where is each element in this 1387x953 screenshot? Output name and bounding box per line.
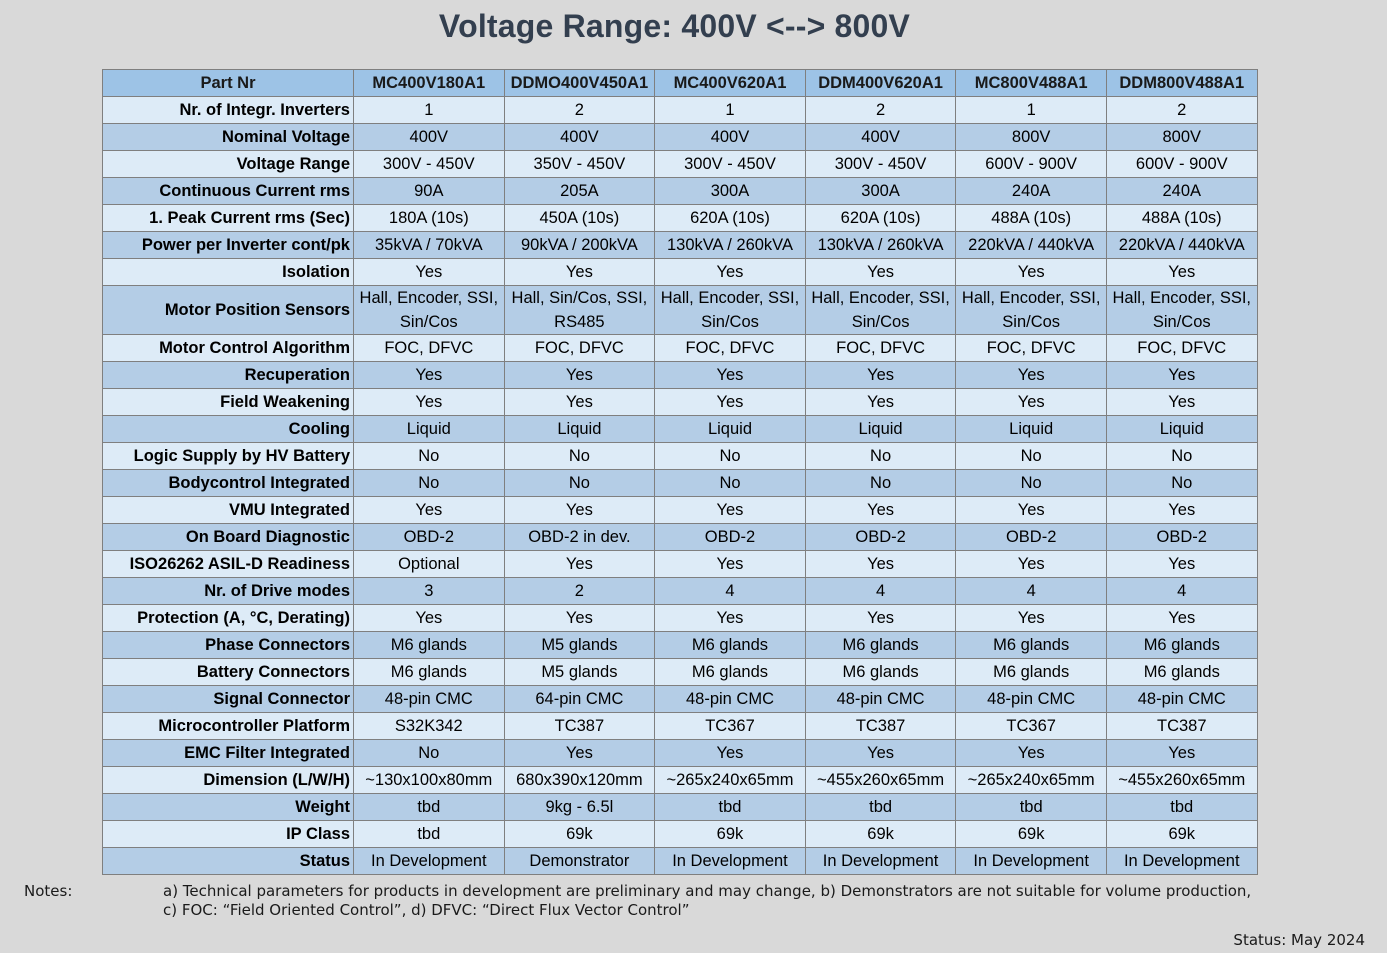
table-cell: Yes [956, 740, 1107, 767]
table-cell: M6 glands [805, 632, 956, 659]
table-row [103, 205, 1258, 232]
table-cell: M6 glands [1106, 659, 1257, 686]
table-cell: ~265x240x65mm [655, 767, 806, 794]
notes-label: Notes: [24, 882, 73, 900]
table-cell: Yes [655, 605, 806, 632]
table-cell: Liquid [956, 416, 1107, 443]
table-cell: OBD-2 in dev. [504, 524, 655, 551]
table-cell: No [956, 443, 1107, 470]
table-cell: Hall, Encoder, SSI, Sin/Cos [655, 286, 806, 335]
row-label: Phase Connectors [103, 632, 354, 659]
table-cell: In Development [354, 848, 505, 875]
row-label: 1. Peak Current rms (Sec) [103, 205, 354, 232]
table-cell: M6 glands [1106, 632, 1257, 659]
table-cell: No [805, 443, 956, 470]
table-cell: 1 [354, 97, 505, 124]
row-label: Isolation [103, 259, 354, 286]
table-cell: 600V - 900V [956, 151, 1107, 178]
row-label: Protection (A, °C, Derating) [103, 605, 354, 632]
table-cell: In Development [655, 848, 806, 875]
table-cell: Yes [504, 389, 655, 416]
table-cell: No [354, 470, 505, 497]
table-cell: 35kVA / 70kVA [354, 232, 505, 259]
table-cell: Yes [805, 259, 956, 286]
table-cell: 130kVA / 260kVA [805, 232, 956, 259]
table-cell: Hall, Sin/Cos, SSI, RS485 [504, 286, 655, 335]
status-date: Status: May 2024 [1233, 931, 1365, 949]
table-row [103, 232, 1258, 259]
table-cell: 400V [504, 124, 655, 151]
table-cell: Yes [956, 551, 1107, 578]
table-cell: 2 [504, 97, 655, 124]
table-cell: FOC, DFVC [1106, 335, 1257, 362]
table-cell: Hall, Encoder, SSI, Sin/Cos [354, 286, 505, 335]
table-cell: 450A (10s) [504, 205, 655, 232]
table-cell: Yes [655, 497, 806, 524]
table-cell: M6 glands [956, 659, 1107, 686]
table-cell: 300A [655, 178, 806, 205]
table-cell: 488A (10s) [1106, 205, 1257, 232]
table-cell: M6 glands [354, 632, 505, 659]
table-cell: TC367 [655, 713, 806, 740]
header-part: DDM400V620A1 [805, 70, 956, 97]
table-cell: Yes [504, 259, 655, 286]
table-cell: 300A [805, 178, 956, 205]
table-row [103, 578, 1258, 605]
table-cell: M6 glands [655, 632, 806, 659]
table-cell: M6 glands [354, 659, 505, 686]
table-cell: No [956, 470, 1107, 497]
table-cell: Yes [956, 389, 1107, 416]
table-cell: Yes [805, 362, 956, 389]
row-label: Weight [103, 794, 354, 821]
table-row [103, 713, 1258, 740]
table-row [103, 259, 1258, 286]
table-cell: M6 glands [956, 632, 1107, 659]
table-cell: 4 [655, 578, 806, 605]
table-cell: Yes [504, 605, 655, 632]
table-cell: Yes [1106, 551, 1257, 578]
table-cell: 300V - 450V [805, 151, 956, 178]
table-cell: 300V - 450V [655, 151, 806, 178]
header-part: MC400V620A1 [655, 70, 806, 97]
table-cell: Liquid [1106, 416, 1257, 443]
table-cell: 1 [956, 97, 1107, 124]
table-cell: 680x390x120mm [504, 767, 655, 794]
row-label: Motor Control Algorithm [103, 335, 354, 362]
table-cell: Liquid [655, 416, 806, 443]
table-cell: ~455x260x65mm [1106, 767, 1257, 794]
table-cell: 620A (10s) [805, 205, 956, 232]
spec-table [102, 69, 1258, 875]
table-row [103, 659, 1258, 686]
table-row [103, 605, 1258, 632]
table-row [103, 470, 1258, 497]
table-cell: 48-pin CMC [655, 686, 806, 713]
table-cell: Yes [805, 497, 956, 524]
table-cell: 2 [504, 578, 655, 605]
table-cell: 48-pin CMC [805, 686, 956, 713]
table-cell: 240A [1106, 178, 1257, 205]
table-row [103, 151, 1258, 178]
table-cell: In Development [1106, 848, 1257, 875]
table-row [103, 335, 1258, 362]
table-cell: 69k [805, 821, 956, 848]
row-label: Logic Supply by HV Battery [103, 443, 354, 470]
table-cell: Yes [956, 362, 1107, 389]
table-row [103, 124, 1258, 151]
table-cell: 4 [805, 578, 956, 605]
table-row [103, 551, 1258, 578]
row-label: ISO26262 ASIL-D Readiness [103, 551, 354, 578]
row-label: Continuous Current rms [103, 178, 354, 205]
table-cell: TC387 [1106, 713, 1257, 740]
table-cell: tbd [655, 794, 806, 821]
table-cell: In Development [956, 848, 1107, 875]
table-header-row [103, 70, 1258, 97]
table-cell: 220kVA / 440kVA [1106, 232, 1257, 259]
table-body [103, 97, 1258, 875]
table-cell: Yes [805, 605, 956, 632]
row-label: Field Weakening [103, 389, 354, 416]
table-cell: ~130x100x80mm [354, 767, 505, 794]
table-cell: 620A (10s) [655, 205, 806, 232]
table-cell: M6 glands [655, 659, 806, 686]
table-cell: 205A [504, 178, 655, 205]
table-cell: 4 [1106, 578, 1257, 605]
table-cell: 180A (10s) [354, 205, 505, 232]
row-label: Power per Inverter cont/pk [103, 232, 354, 259]
table-cell: M6 glands [805, 659, 956, 686]
table-cell: 800V [956, 124, 1107, 151]
table-cell: No [504, 470, 655, 497]
table-cell: tbd [956, 794, 1107, 821]
table-row [103, 97, 1258, 124]
notes-line-2: c) FOC: “Field Oriented Control”, d) DFVC: “Direct Flux Vector Control” [163, 901, 690, 919]
header-part: DDMO400V450A1 [504, 70, 655, 97]
table-row [103, 416, 1258, 443]
table-cell: 48-pin CMC [1106, 686, 1257, 713]
table-row [103, 389, 1258, 416]
table-cell: Yes [1106, 259, 1257, 286]
table-cell: Yes [1106, 740, 1257, 767]
table-cell: Yes [504, 740, 655, 767]
table-row [103, 821, 1258, 848]
table-cell: OBD-2 [956, 524, 1107, 551]
row-label: Nominal Voltage [103, 124, 354, 151]
row-label: On Board Diagnostic [103, 524, 354, 551]
table-cell: Yes [504, 497, 655, 524]
table-cell: Yes [655, 740, 806, 767]
table-cell: Yes [354, 497, 505, 524]
row-label: Cooling [103, 416, 354, 443]
row-label: Signal Connector [103, 686, 354, 713]
row-label: Status [103, 848, 354, 875]
notes-line-1: a) Technical parameters for products in development are preliminary and may change, b) Demonstrators are not suitable for volume production, [163, 882, 1252, 900]
table-row [103, 497, 1258, 524]
table-cell: 3 [354, 578, 505, 605]
table-cell: Yes [1106, 497, 1257, 524]
table-row [103, 686, 1258, 713]
row-label: IP Class [103, 821, 354, 848]
table-cell: 2 [805, 97, 956, 124]
table-cell: TC387 [805, 713, 956, 740]
table-cell: 400V [805, 124, 956, 151]
row-label: Nr. of Drive modes [103, 578, 354, 605]
table-cell: 69k [504, 821, 655, 848]
table-cell: In Development [805, 848, 956, 875]
table-row [103, 286, 1258, 335]
table-cell: 90A [354, 178, 505, 205]
table-row [103, 848, 1258, 875]
table-cell: Yes [956, 497, 1107, 524]
table-cell: OBD-2 [655, 524, 806, 551]
table-cell: 130kVA / 260kVA [655, 232, 806, 259]
table-cell: tbd [354, 821, 505, 848]
row-label: Nr. of Integr. Inverters [103, 97, 354, 124]
table-cell: 2 [1106, 97, 1257, 124]
table-cell: Liquid [805, 416, 956, 443]
table-cell: 69k [956, 821, 1107, 848]
header-part: DDM800V488A1 [1106, 70, 1257, 97]
table-cell: 220kVA / 440kVA [956, 232, 1107, 259]
table-cell: Yes [655, 389, 806, 416]
table-cell: 64-pin CMC [504, 686, 655, 713]
table-cell: Yes [805, 740, 956, 767]
table-row [103, 443, 1258, 470]
row-label: Motor Position Sensors [103, 286, 354, 335]
table-row [103, 740, 1258, 767]
table-cell: 90kVA / 200kVA [504, 232, 655, 259]
table-cell: 300V - 450V [354, 151, 505, 178]
table-cell: Yes [354, 362, 505, 389]
table-cell: 488A (10s) [956, 205, 1107, 232]
table-cell: S32K342 [354, 713, 505, 740]
table-row [103, 767, 1258, 794]
table-cell: FOC, DFVC [956, 335, 1107, 362]
table-cell: ~265x240x65mm [956, 767, 1107, 794]
table-cell: No [354, 740, 505, 767]
table-cell: Hall, Encoder, SSI, Sin/Cos [956, 286, 1107, 335]
table-cell: 400V [354, 124, 505, 151]
table-cell: No [1106, 470, 1257, 497]
table-cell: 4 [956, 578, 1107, 605]
table-cell: 48-pin CMC [354, 686, 505, 713]
table-cell: Yes [805, 551, 956, 578]
table-cell: Yes [354, 259, 505, 286]
table-cell: ~455x260x65mm [805, 767, 956, 794]
table-cell: FOC, DFVC [655, 335, 806, 362]
table-row [103, 524, 1258, 551]
table-cell: OBD-2 [805, 524, 956, 551]
table-cell: TC367 [956, 713, 1107, 740]
table-cell: TC387 [504, 713, 655, 740]
table-cell: Yes [655, 551, 806, 578]
table-cell: 1 [655, 97, 806, 124]
table-cell: Hall, Encoder, SSI, Sin/Cos [805, 286, 956, 335]
table-cell: FOC, DFVC [805, 335, 956, 362]
table-cell: Yes [1106, 362, 1257, 389]
table-cell: tbd [354, 794, 505, 821]
table-cell: Yes [655, 259, 806, 286]
row-label: Recuperation [103, 362, 354, 389]
table-cell: Yes [354, 389, 505, 416]
table-cell: Yes [805, 389, 956, 416]
table-cell: 400V [655, 124, 806, 151]
row-label: Microcontroller Platform [103, 713, 354, 740]
table-cell: Optional [354, 551, 505, 578]
table-cell: Yes [354, 605, 505, 632]
table-cell: No [1106, 443, 1257, 470]
header-part: MC800V488A1 [956, 70, 1107, 97]
table-row [103, 178, 1258, 205]
table-cell: 350V - 450V [504, 151, 655, 178]
table-cell: OBD-2 [1106, 524, 1257, 551]
table-cell: Yes [956, 605, 1107, 632]
table-cell: No [655, 443, 806, 470]
row-label: Voltage Range [103, 151, 354, 178]
table-cell: 69k [1106, 821, 1257, 848]
table-row [103, 362, 1258, 389]
table-cell: Liquid [504, 416, 655, 443]
table-cell: Hall, Encoder, SSI, Sin/Cos [1106, 286, 1257, 335]
row-label: EMC Filter Integrated [103, 740, 354, 767]
table-cell: 600V - 900V [1106, 151, 1257, 178]
row-label: Dimension (L/W/H) [103, 767, 354, 794]
page-title: Voltage Range: 400V <--> 800V [438, 8, 911, 44]
row-label: Bodycontrol Integrated [103, 470, 354, 497]
row-label: VMU Integrated [103, 497, 354, 524]
table-cell: OBD-2 [354, 524, 505, 551]
table-cell: M5 glands [504, 632, 655, 659]
row-label: Battery Connectors [103, 659, 354, 686]
table-cell: 240A [956, 178, 1107, 205]
table-cell: No [805, 470, 956, 497]
header-part-nr: Part Nr [103, 70, 354, 97]
table-cell: No [354, 443, 505, 470]
table-cell: Yes [504, 362, 655, 389]
table-row [103, 794, 1258, 821]
table-cell: Yes [956, 259, 1107, 286]
table-cell: Yes [1106, 605, 1257, 632]
table-cell: Yes [1106, 389, 1257, 416]
table-cell: FOC, DFVC [504, 335, 655, 362]
table-cell: FOC, DFVC [354, 335, 505, 362]
table-cell: Yes [655, 362, 806, 389]
table-cell: No [655, 470, 806, 497]
table-cell: Yes [504, 551, 655, 578]
table-cell: M5 glands [504, 659, 655, 686]
table-row [103, 632, 1258, 659]
table-cell: Liquid [354, 416, 505, 443]
table-cell: 800V [1106, 124, 1257, 151]
table-cell: Demonstrator [504, 848, 655, 875]
table-cell: 9kg - 6.5l [504, 794, 655, 821]
table-cell: tbd [1106, 794, 1257, 821]
header-part: MC400V180A1 [354, 70, 505, 97]
table-cell: 48-pin CMC [956, 686, 1107, 713]
table-cell: tbd [805, 794, 956, 821]
table-cell: No [504, 443, 655, 470]
table-cell: 69k [655, 821, 806, 848]
